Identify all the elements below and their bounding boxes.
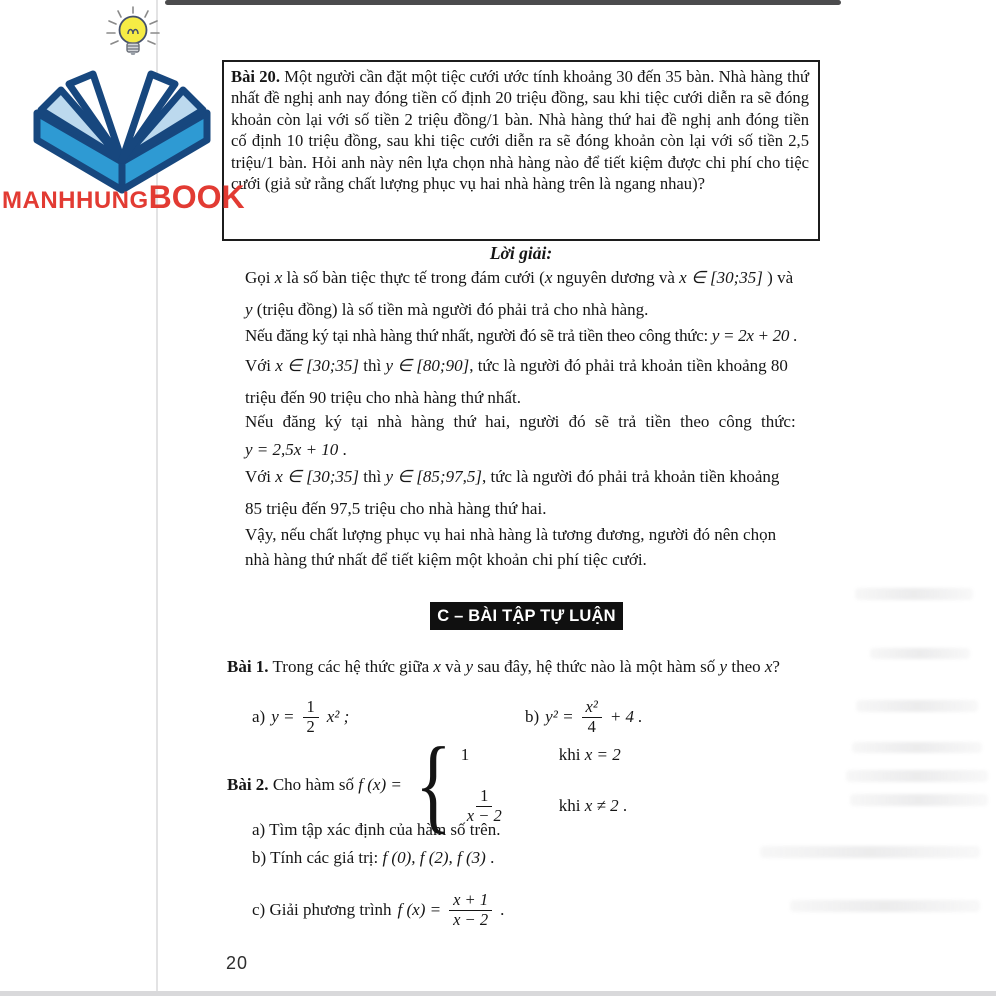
part-c-lhs: f (x) = xyxy=(397,900,442,919)
part-a-rhs: x² ; xyxy=(326,707,350,726)
part-a-lhs: y = xyxy=(271,707,295,726)
scan-bottom-bar xyxy=(0,991,996,996)
bleed-through-artifact xyxy=(850,794,988,806)
fraction-numerator: 1 xyxy=(303,698,319,717)
part-c-period: . xyxy=(500,900,505,919)
problem-box xyxy=(222,60,820,241)
section-header: C – BÀI TẬP TỰ LUẬN xyxy=(430,602,623,630)
part-b-lhs: y² = xyxy=(545,707,574,726)
piecewise-cases xyxy=(461,744,627,826)
fraction xyxy=(582,698,602,736)
problem-label: Bài 20. xyxy=(231,67,280,86)
bleed-through-artifact xyxy=(846,770,988,782)
exercise-2-label: Bài 2. xyxy=(227,775,269,794)
problem-body: Một người cần đặt một tiệc cưới ước tính khoảng 30 đến 35 bàn. Nhà hàng thứ nhất đề nghị anh nay đóng tiền cố định 20 triệu đồng, sau khi tiệc cưới diễn ra sẽ đóng khoản còn lại với số tiền 2 triệu đồng/1 bàn. Nhà hàng thứ hai đề nghị anh đóng tiền cố định 10 triệu đồng, sau khi tiệc cưới diễn ra sẽ đóng khoản còn lại với số tiền 2,5 triệu/1 bàn. Hỏi anh này nên lựa chọn nhà hàng nào để tiết kiệm được chi phí cho tiệc cưới (giả sử rằng chất lượng phục vụ hai nhà hàng trên là ngang nhau)? xyxy=(231,67,809,194)
page-number: 20 xyxy=(226,953,249,973)
part-b-prefix: b) xyxy=(525,707,540,726)
bleed-through-artifact xyxy=(760,846,980,858)
solution-line: y (triệu đồng) là số tiền mà người đó phải trả cho nhà hàng. xyxy=(245,300,649,319)
problem-text xyxy=(231,66,809,194)
fraction xyxy=(303,698,319,736)
scan-top-bar xyxy=(165,0,841,5)
exercise-2-part-a: a) Tìm tập xác định của hàm số trên. xyxy=(252,820,501,839)
fraction-denominator: 4 xyxy=(587,716,596,736)
solution-line: Gọi x là số bàn tiệc thực tế trong đám cưới (x nguyên dương và x ∈ [30;35] ) và xyxy=(245,268,794,287)
brand-name-part1: MANHHUNG xyxy=(2,187,149,214)
fraction-numerator: x + 1 xyxy=(449,891,492,910)
exercise-1-part-b xyxy=(525,693,643,741)
solution-line: nhà hàng thứ nhất để tiết kiệm một khoản chi phí tiệc cưới. xyxy=(245,550,647,569)
fraction-numerator: x² xyxy=(582,698,602,717)
part-b-rhs: + 4 . xyxy=(609,707,643,726)
piecewise-case-1 xyxy=(461,745,627,765)
exercise-2-statement: Bài 2. Cho hàm số f (x) = { 1 khi x = 2 $\frac{1}{x - 2}$ khi x ≠ 2 . xyxy=(227,726,628,843)
open-book-icon xyxy=(25,50,220,195)
case-2-condition: khi x ≠ 2 . xyxy=(558,796,628,816)
case-1-condition: khi x = 2 xyxy=(558,745,621,764)
bleed-through-artifact xyxy=(852,742,982,753)
solution-line: Với x ∈ [30;35] thì y ∈ [80;90], tức là người đó phải trả khoản tiền khoảng 80 xyxy=(245,356,788,375)
exercise-2-lead: Cho hàm số xyxy=(272,775,355,794)
part-a-prefix: a) xyxy=(252,707,266,726)
solution-line: Nếu đăng ký tại nhà hàng thứ hai, người đó sẽ trả tiền theo công thức: xyxy=(245,412,796,431)
solution-title: Lời giải: xyxy=(489,243,553,263)
exercise-1-question: Trong các hệ thức giữa x và y sau đây, hệ thức nào là một hàm số y theo x? xyxy=(272,657,780,676)
fraction xyxy=(449,891,492,929)
exercise-1-statement xyxy=(227,657,780,677)
solution-line: Vậy, nếu chất lượng phục vụ hai nhà hàng là tương đương, người đó nên chọn xyxy=(245,525,777,544)
solution-line: 85 triệu đến 97,5 triệu cho nhà hàng thứ hai. xyxy=(245,499,547,518)
solution-line: y = 2,5x + 10 . xyxy=(245,440,347,459)
fraction-denominator: x − 2 xyxy=(453,909,489,929)
part-c-prefix: c) Giải phương trình xyxy=(252,900,392,919)
exercise-2-part-c xyxy=(252,884,504,936)
bleed-through-artifact xyxy=(856,700,978,712)
fraction-denominator: x − 2 xyxy=(466,805,502,825)
solution-line: Nếu đăng ký tại nhà hàng thứ nhất, người đó sẽ trả tiền theo công thức: y = 2x + 20 . xyxy=(245,326,797,345)
bleed-through-artifact xyxy=(855,588,973,600)
bleed-through-artifact xyxy=(790,900,980,912)
exercise-1-label: Bài 1. xyxy=(227,657,269,676)
bleed-through-artifact xyxy=(870,648,970,659)
brand-name-part2: BOOK xyxy=(148,179,245,215)
exercise-2-part-b: b) Tính các giá trị: f (0), f (2), f (3) . xyxy=(252,848,495,867)
fraction-numerator: 1 xyxy=(476,787,492,806)
function-lhs: f (x) = xyxy=(358,775,402,794)
exercise-1-part-a xyxy=(252,693,349,741)
solution-line: Với x ∈ [30;35] thì y ∈ [85;97,5], tức là người đó phải trả khoản tiền khoảng xyxy=(245,467,780,486)
solution-line: triệu đến 90 triệu cho nhà hàng thứ nhất. xyxy=(245,388,521,407)
brand-text xyxy=(2,180,245,221)
case-1-value: 1 xyxy=(460,745,470,764)
fraction-denominator: 2 xyxy=(306,716,315,736)
